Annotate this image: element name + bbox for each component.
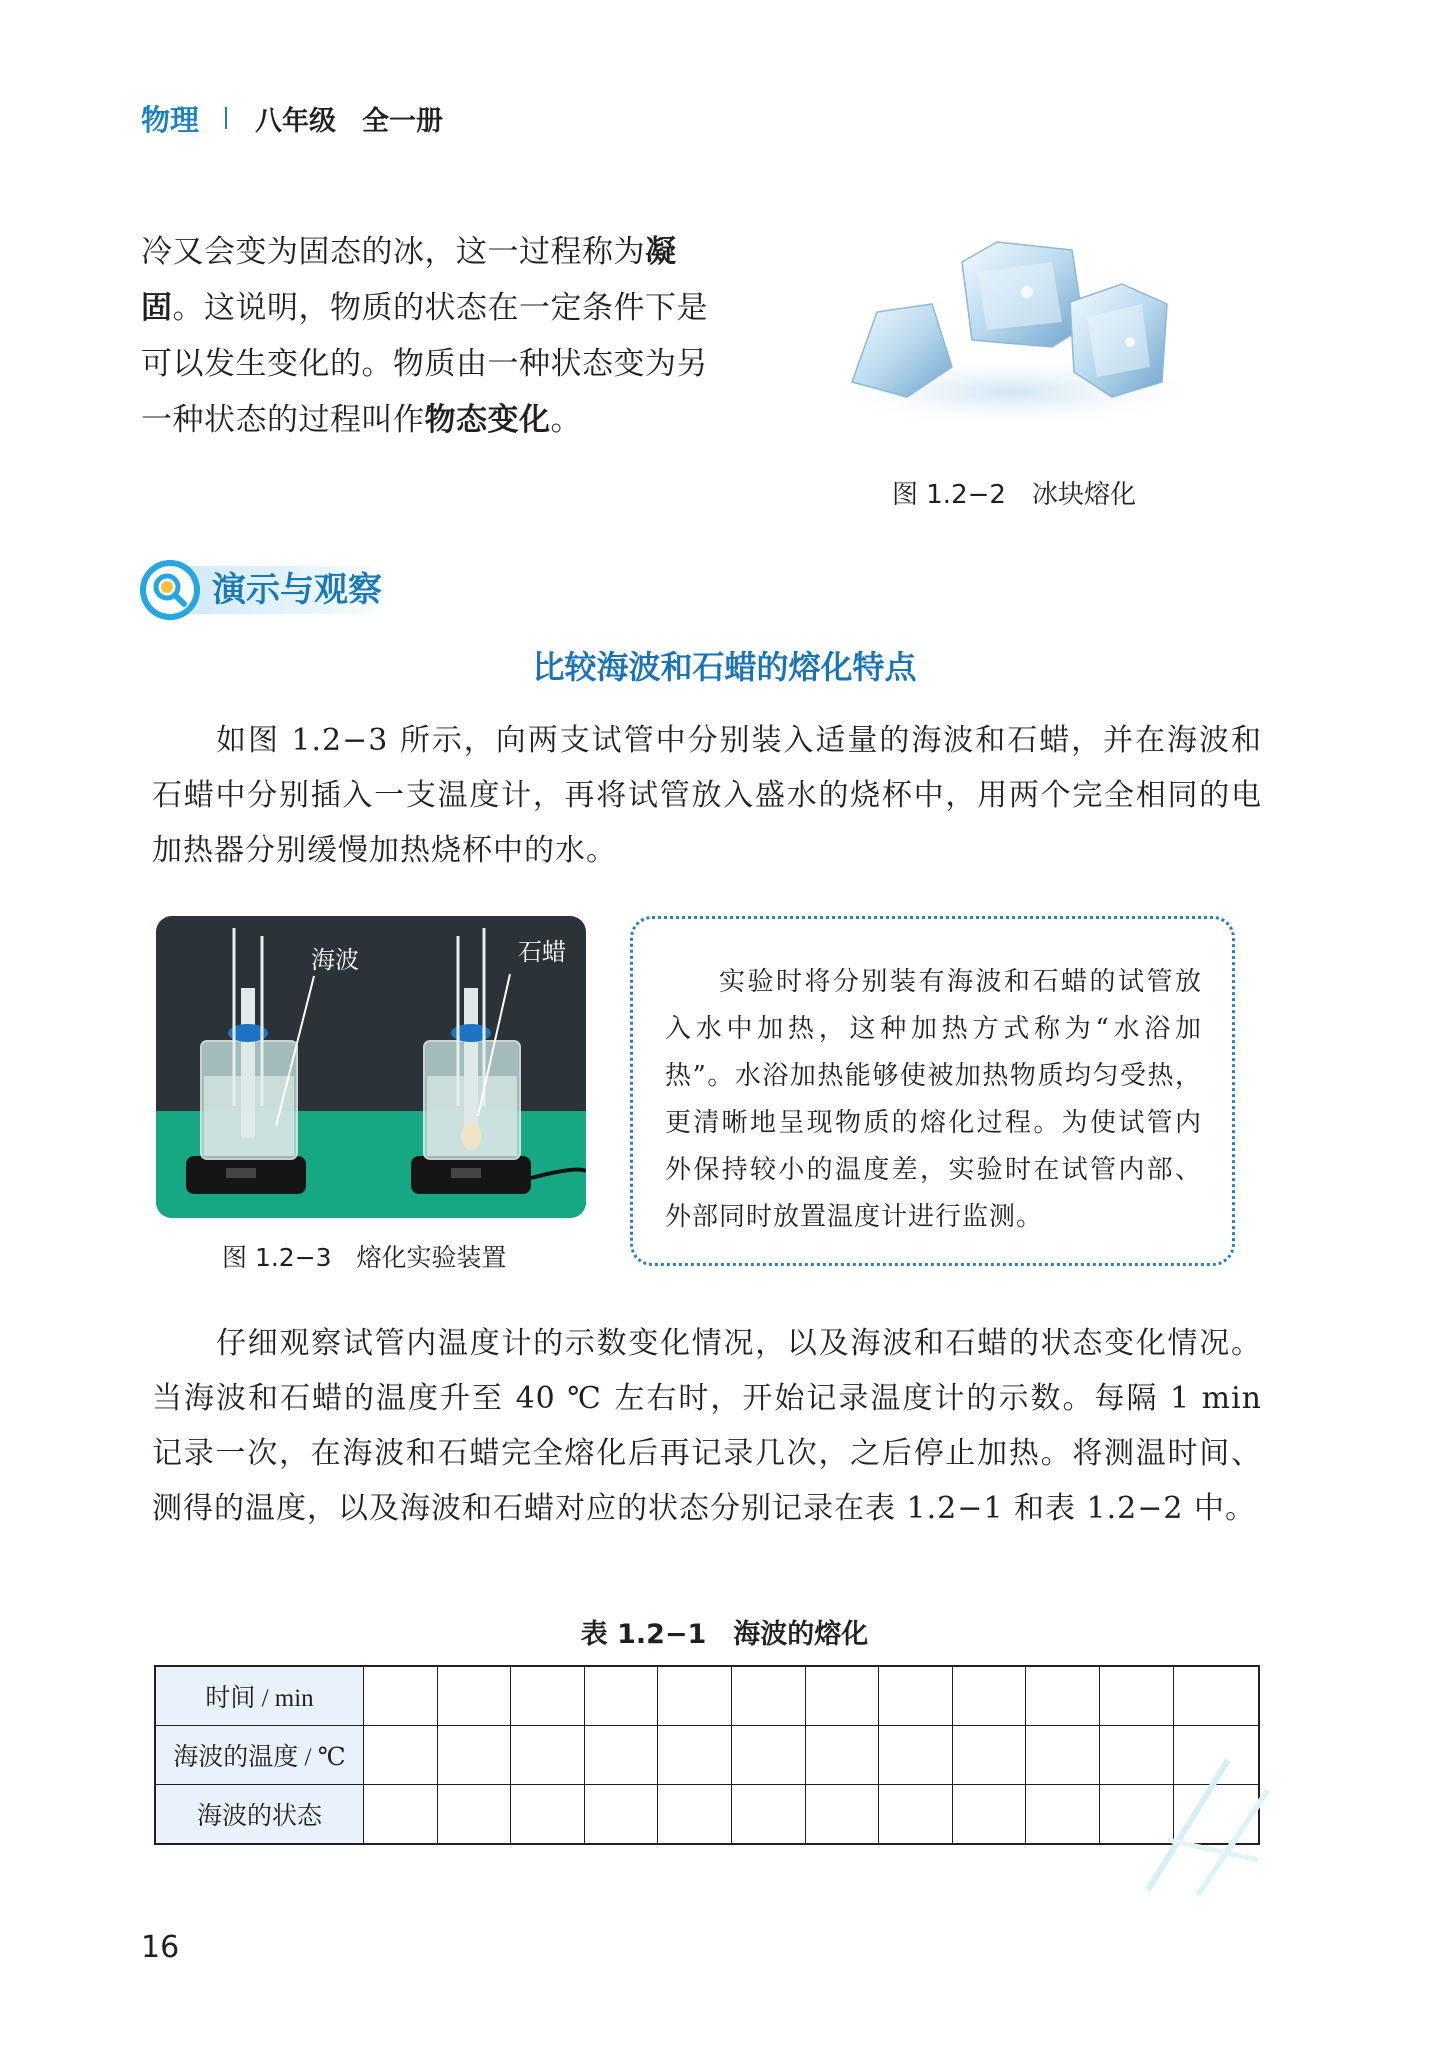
header-grade: 八年级 [255,105,337,137]
setup-paragraph: 如图 1.2−3 所示，向两支试管中分别装入适量的海波和石蜡，并在海波和石蜡中分别插入一支温度计，再将试管放入盛水的烧杯中，用两个完全相同的电加热器分别缓慢加热烧杯中的水。 [152,723,1262,868]
row-label-time: 时间 / min [155,1666,364,1726]
table-cell [584,1726,658,1785]
header-subject: 物理 [141,102,200,137]
table-cell [584,1666,658,1726]
intro-text-2: 。这说明，物质的状态在一定条件下是可以发生变化的。物质由一种状态变为另一种状态的过程叫作 [141,290,708,438]
hypo-melting-table [154,1665,1260,1845]
intro-paragraph [141,224,721,448]
table-cell [731,1784,805,1844]
row-label-state: 海波的状态 [155,1784,364,1844]
header-separator [225,107,227,129]
table-cell [511,1784,585,1844]
table-cell [437,1666,511,1726]
observation-paragraph: 仔细观察试管内温度计的示数变化情况，以及海波和石蜡的状态变化情况。当海波和石蜡的温度升至 40 ℃ 左右时，开始记录温度计的示数。每隔 1 min 记录一次，在海波和石蜡完全熔化后再记录几次，之后停止加热。将测温时间、测得的温度，以及海波和石蜡对应的状态分别记录在表 1.2−1 和表 1.2−2 中。 [152,1326,1262,1526]
experiment-setup-photo [156,916,586,1218]
table-cell [1026,1666,1100,1726]
table-cell [364,1666,438,1726]
label-hypo: 海波 [311,946,359,974]
table-cell [364,1784,438,1844]
badge-label: 演示与观察 [212,570,382,610]
table-cell [364,1726,438,1785]
table-cell [511,1666,585,1726]
table-cell [731,1666,805,1726]
table-caption: 表 1.2−1 海波的熔化 [580,1619,869,1650]
table-row [155,1784,1259,1844]
section-badge [140,560,400,620]
table-cell [879,1784,953,1844]
term-phase-change: 物态变化 [424,402,551,438]
table-cell [437,1726,511,1785]
table-row [155,1726,1259,1785]
label-paraffin: 石蜡 [518,938,566,966]
running-header [141,98,443,138]
table-cell [805,1726,879,1785]
intro-text-1: 冷又会变为固态的冰，这一过程称为 [141,234,645,270]
row-label-temperature: 海波的温度 / ℃ [155,1726,364,1785]
table-cell [584,1784,658,1844]
table-cell [731,1726,805,1785]
table-cell [879,1666,953,1726]
table-cell [952,1666,1026,1726]
figure-ice-caption: 图 1.2−2 冰块熔化 [892,480,1136,510]
table-cell [805,1666,879,1726]
magnifier-icon [140,560,200,620]
decorative-watermark [1108,1720,1308,1900]
table-cell [805,1784,879,1844]
experiment-title: 比较海波和石蜡的熔化特点 [532,648,917,686]
page-number: 16 [141,1930,180,1965]
note-text: 实验时将分别装有海波和石蜡的试管放入水中加热，这种加热方式称为“水浴加热”。水浴加热能够使被加热物质均匀受热，更清晰地呈现物质的熔化过程。为使试管内外保持较小的温度差，实验时在试管内部、外部同时放置温度计进行监测。 [665,967,1202,1232]
table-cell [1026,1726,1100,1785]
table-cell [1026,1784,1100,1844]
term-solidification: 凝固 [141,234,677,326]
table-cell [658,1666,732,1726]
table-cell [879,1726,953,1785]
ice-cubes-image [812,232,1206,432]
table-row [155,1666,1259,1726]
figure-setup-caption: 图 1.2−3 熔化实验装置 [222,1243,507,1272]
intro-text-3: 。 [550,402,582,438]
table-cell [952,1726,1026,1785]
table-cell [437,1784,511,1844]
table-cell [1173,1666,1259,1726]
note-box [630,916,1235,1266]
table-cell [511,1726,585,1785]
table-cell [1099,1666,1173,1726]
table-cell [658,1726,732,1785]
table-cell [952,1784,1026,1844]
header-volume: 全一册 [362,105,444,137]
table-cell [658,1784,732,1844]
